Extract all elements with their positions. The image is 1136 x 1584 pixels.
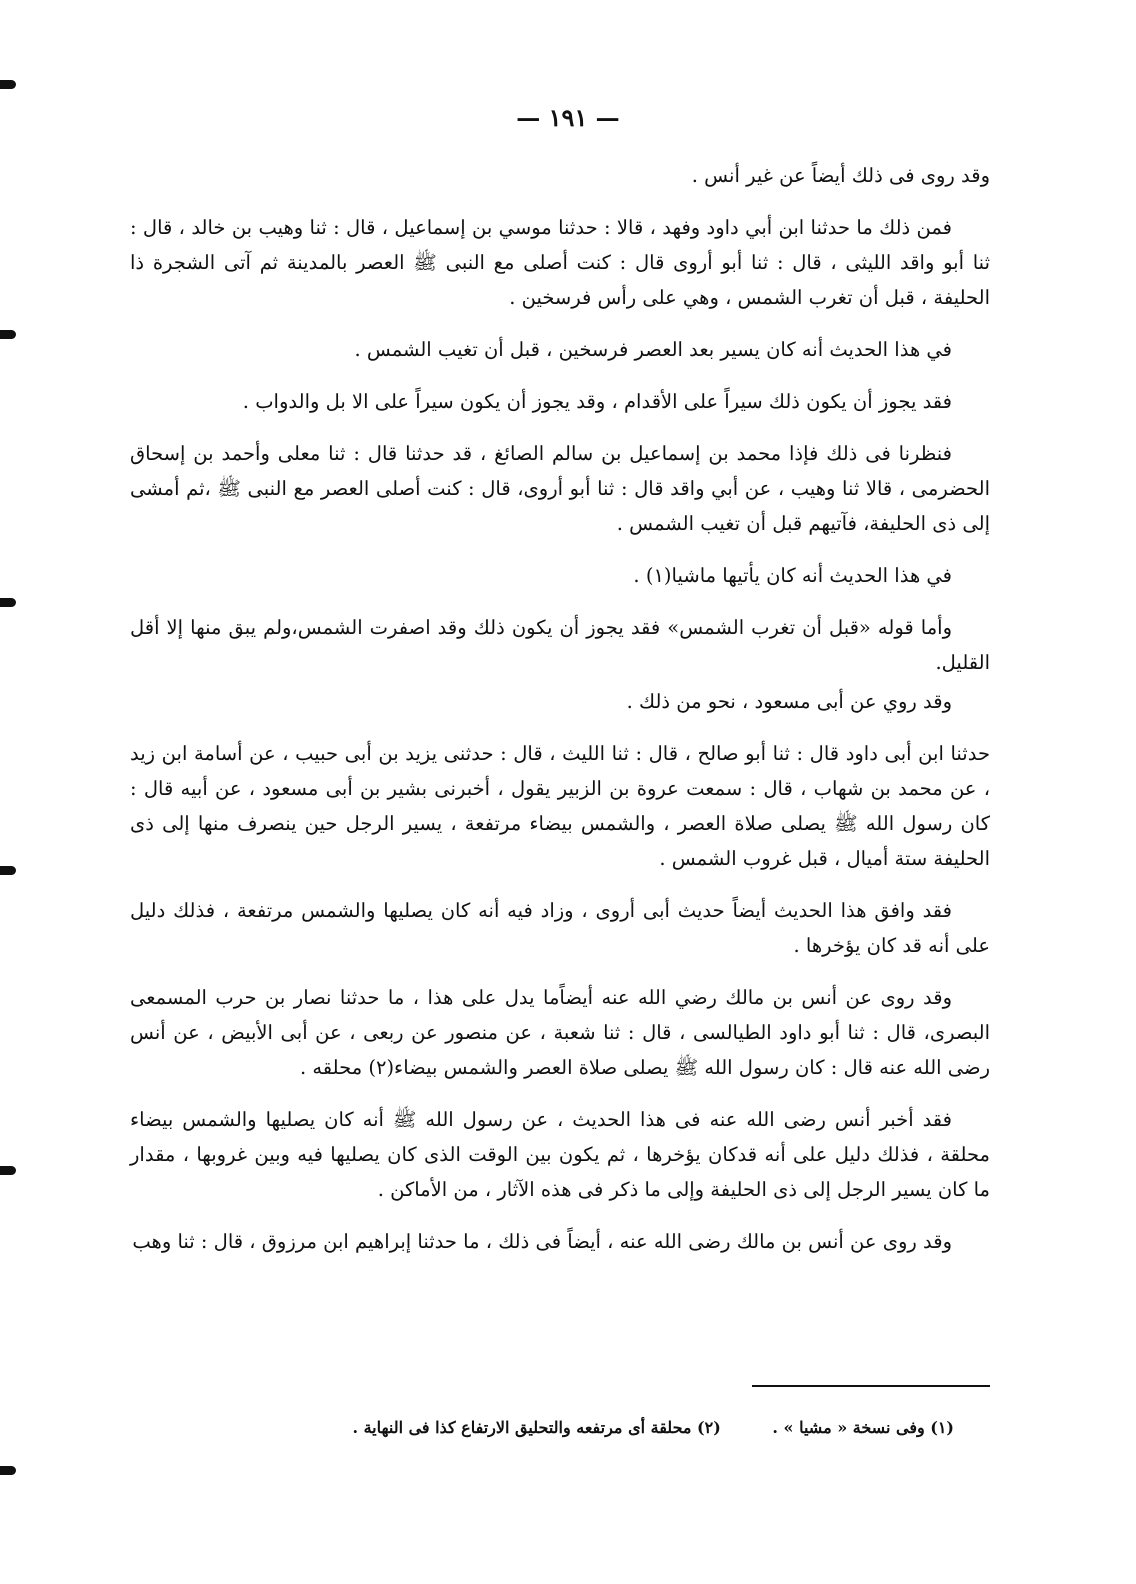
paragraph: وقد روى فى ذلك أيضاً عن غير أنس . [691,164,990,187]
scan-mark [0,1166,16,1175]
footnotes [352,1418,954,1437]
footnote: (١) وفى نسخة « مشيا » . [772,1418,954,1437]
paragraph: حدثنا ابن أبى داود قال : ثنا أبو صالح ، قال : ثنا الليث ، قال : حدثنى يزيد بن أبى حبيب ، عن أسامة ابن زيد ، عن محمد بن شهاب ، قال : سمعت عروة بن الزبير يقول ، أخبرنى بشير بن أبى مسعود ، عن أبيه قال : كان رسول الله ﷺ يصلى صلاة العصر ، والشمس بيضاء مرتفعة ، يسير الرجل حين ينصرف منها إلى ذى الحليفة ستة أميال ، قبل غروب الشمس . [130,742,990,870]
paragraph: وأما قوله «قبل أن تغرب الشمس» فقد يجوز أن يكون ذلك وقد اصفرت الشمس،ولم يبق منها إلا أقل القليل. [130,616,990,674]
page-number: — ١٩١ — [516,103,620,132]
scan-mark [0,1466,16,1475]
scan-mark [0,866,16,875]
paragraph: وقد روى عن أنس بن مالك رضي الله عنه أيضاًما يدل على هذا ، ما حدثنا نصار بن حرب المسمعى البصرى، قال : ثنا أبو داود الطيالسى ، قال : ثنا شعبة ، عن منصور عن ربعى ، عن أبى الأبيض ، عن أنس رضى الله عنه قال : كان رسول الله ﷺ يصلى صلاة العصر والشمس بيضاء(٢) محلقه . [130,986,990,1079]
paragraph: فنظرنا فى ذلك فإذا محمد بن إسماعيل بن سالم الصائغ ، قد حدثنا قال : ثنا معلى وأحمد بن إسحاق الحضرمى ، قالا ثنا وهيب ، عن أبي واقد قال : ثنا أبو أروى، قال : كنت أصلى العصر مع النبى ﷺ ،ثم أمشى إلى ذى الحليفة، فآتيهم قبل أن تغيب الشمس . [130,442,990,535]
footnote-divider [752,1385,990,1387]
paragraph: في هذا الحديث أنه كان يأتيها ماشيا(١) . [633,564,952,587]
scan-mark [0,598,16,607]
body-text [130,158,990,1276]
paragraph: وقد روى عن أنس بن مالك رضى الله عنه ، أيضاً فى ذلك ، ما حدثنا إبراهيم ابن مرزوق ، قال : ثنا وهب [132,1230,952,1253]
footnote: (٢) محلقة أى مرتفعه والتحليق الارتفاع كذا فى النهاية . [352,1418,721,1437]
paragraph: فقد يجوز أن يكون ذلك سيراً على الأقدام ، وقد يجوز أن يكون سيراً على الا بل والدواب . [242,390,952,413]
paragraph: فمن ذلك ما حدثنا ابن أبي داود وفهد ، قالا : حدثنا موسي بن إسماعيل ، قال : ثنا وهيب بن خالد ، قال : ثنا أبو واقد الليثى ، قال : ثنا أبو أروى قال : كنت أصلى مع النبى ﷺ العصر بالمدينة ثم آتى الشجرة ذا الحليفة ، قبل أن تغرب الشمس ، وهي على رأس فرسخين . [130,216,990,309]
paragraph: وقد روي عن أبى مسعود ، نحو من ذلك . [626,690,952,713]
scan-mark [0,330,16,339]
paragraph: في هذا الحديث أنه كان يسير بعد العصر فرسخين ، قبل أن تغيب الشمس . [354,338,952,361]
paragraph: فقد وافق هذا الحديث أيضاً حديث أبى أروى ، وزاد فيه أنه كان يصليها والشمس مرتفعة ، فذلك دليل على أنه قد كان يؤخرها . [130,899,990,957]
scan-mark [0,80,16,89]
paragraph: فقد أخبر أنس رضى الله عنه فى هذا الحديث ، عن رسول الله ﷺ أنه كان يصليها والشمس بيضاء محلقة ، فذلك دليل على أنه قدكان يؤخرها ، ثم يكون بين الوقت الذى كان يصليها فيه وبين غروبها ، مقدار ما كان يسير الرجل إلى ذى الحليفة وإلى ما ذكر فى هذه الآثار ، من الأماكن . [130,1108,990,1201]
